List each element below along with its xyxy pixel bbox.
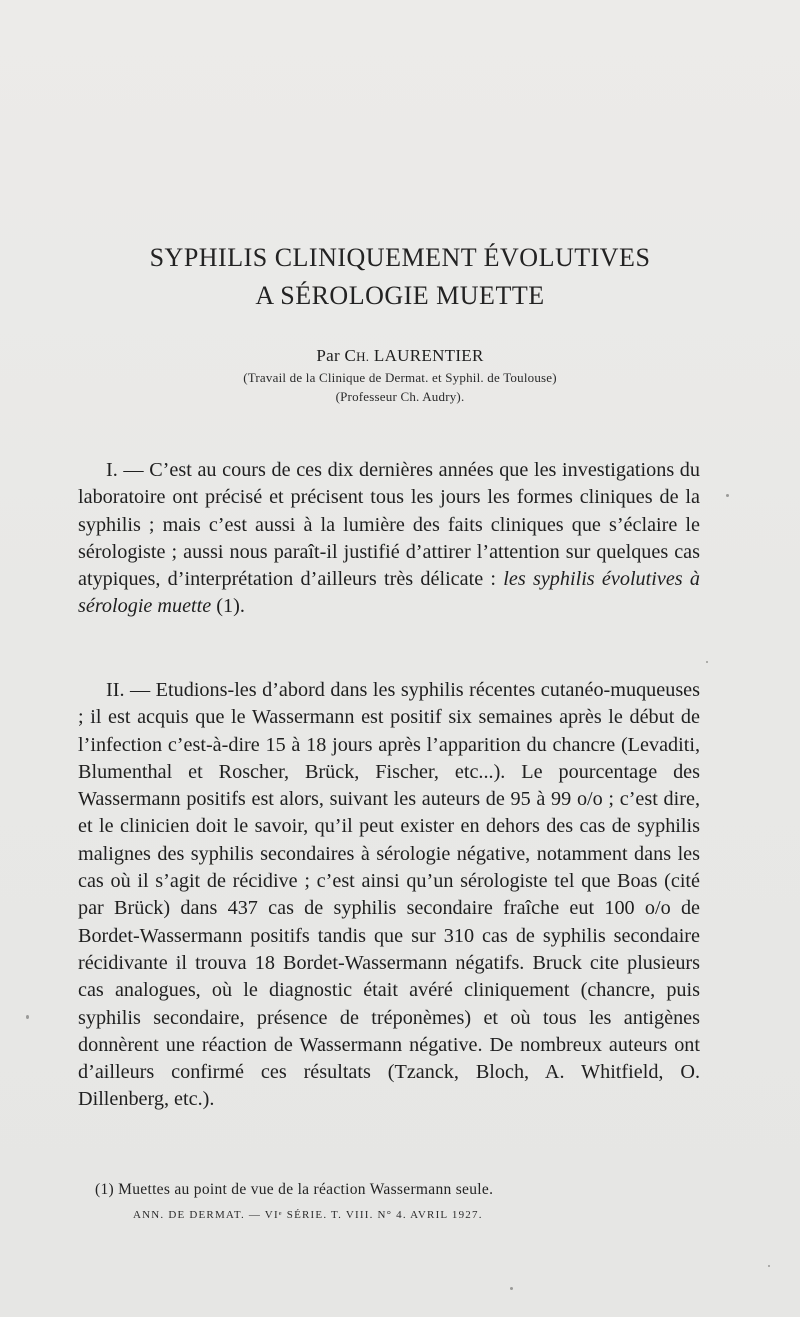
article-title-line-2: A SÉROLOGIE MUETTE <box>255 281 545 310</box>
footnote: (1) Muettes au point de vue de la réaction Wassermann seule. <box>95 1181 494 1198</box>
article-title-line-1: SYPHILIS CLINIQUEMENT ÉVOLUTIVES <box>149 243 651 272</box>
byline-prefix: Par <box>316 346 340 365</box>
author-byline <box>0 346 800 366</box>
byline-initial: C <box>344 346 357 365</box>
paragraph-1-italic-phrase: les syphilis évolutives à sérologie muette <box>78 568 700 618</box>
paper-speck <box>26 1015 29 1019</box>
paragraph-1-text: I. — C’est au cours de ces dix dernières années que les investigations du laboratoire ont précisé et précisent tous les jours les formes cliniques de la syphilis ; mais c’est aussi à la lumière des faits cliniques que s’éclaire le sérologiste ; aussi nous paraît-il justifié d’attirer l’attention sur quelques cas atypiques, d’interprétation d’ailleurs très délicate : <box>78 459 700 591</box>
byline-initial-rest: H. <box>356 349 370 364</box>
journal-running-footer: ANN. DE DERMAT. — VIᵉ SÉRIE. T. VIII. N° 4. AVRIL 1927. <box>133 1209 483 1221</box>
paper-speck <box>706 661 708 663</box>
paragraph-1-footnote-ref: (1). <box>211 595 245 618</box>
paper-speck <box>510 1287 513 1290</box>
affiliation-line-1: (Travail de la Clinique de Dermat. et Syphil. de Toulouse) <box>243 370 557 385</box>
author-name: LAURENTIER <box>373 346 484 365</box>
paper-speck <box>726 494 729 497</box>
affiliation-line-2: (Professeur Ch. Audry). <box>335 389 465 404</box>
body-paragraph-1 <box>78 457 700 621</box>
paper-speck <box>768 1265 770 1267</box>
body-paragraph-2: II. — Etudions-les d’abord dans les syphilis récentes cutanéo-muqueuses ; il est acquis que le Wassermann est positif six semaines après le début de l’infection c’est-à-dire 15 à 18 jours après l’apparition du chancre (Levaditi, Blumenthal et Roscher, Brück, Fischer, etc...). Le pourcentage des Wassermann positifs est alors, suivant les auteurs de 95 à 99 o/o ; c’est dire, et le clinicien doit le savoir, qu’il peut exister en dehors des cas de syphilis malignes des syphilis secondaires à sérologie négative, notamment dans les cas où il s’agit de récidive ; c’est ainsi qu’un sérologiste tel que Boas (cité par Brück) dans 437 cas de syphilis secondaire fraîche eut 100 o/o de Bordet-Wassermann positifs tandis que sur 310 cas de syphilis secondaire récidivante il trouva 18 Bordet-Wassermann négatifs. Bruck cite plusieurs cas analogues, où le diagnostic était avéré cliniquement (chancre, puis syphilis secondaire, présence de tréponèmes) et où tous les antigènes donnèrent une réaction de Wassermann négative. De nombreux auteurs ont d’ailleurs confirmé ces résultats (Tzanck, Bloch, A. Whitfield, O. Dillenberg, etc.). <box>78 679 700 1111</box>
